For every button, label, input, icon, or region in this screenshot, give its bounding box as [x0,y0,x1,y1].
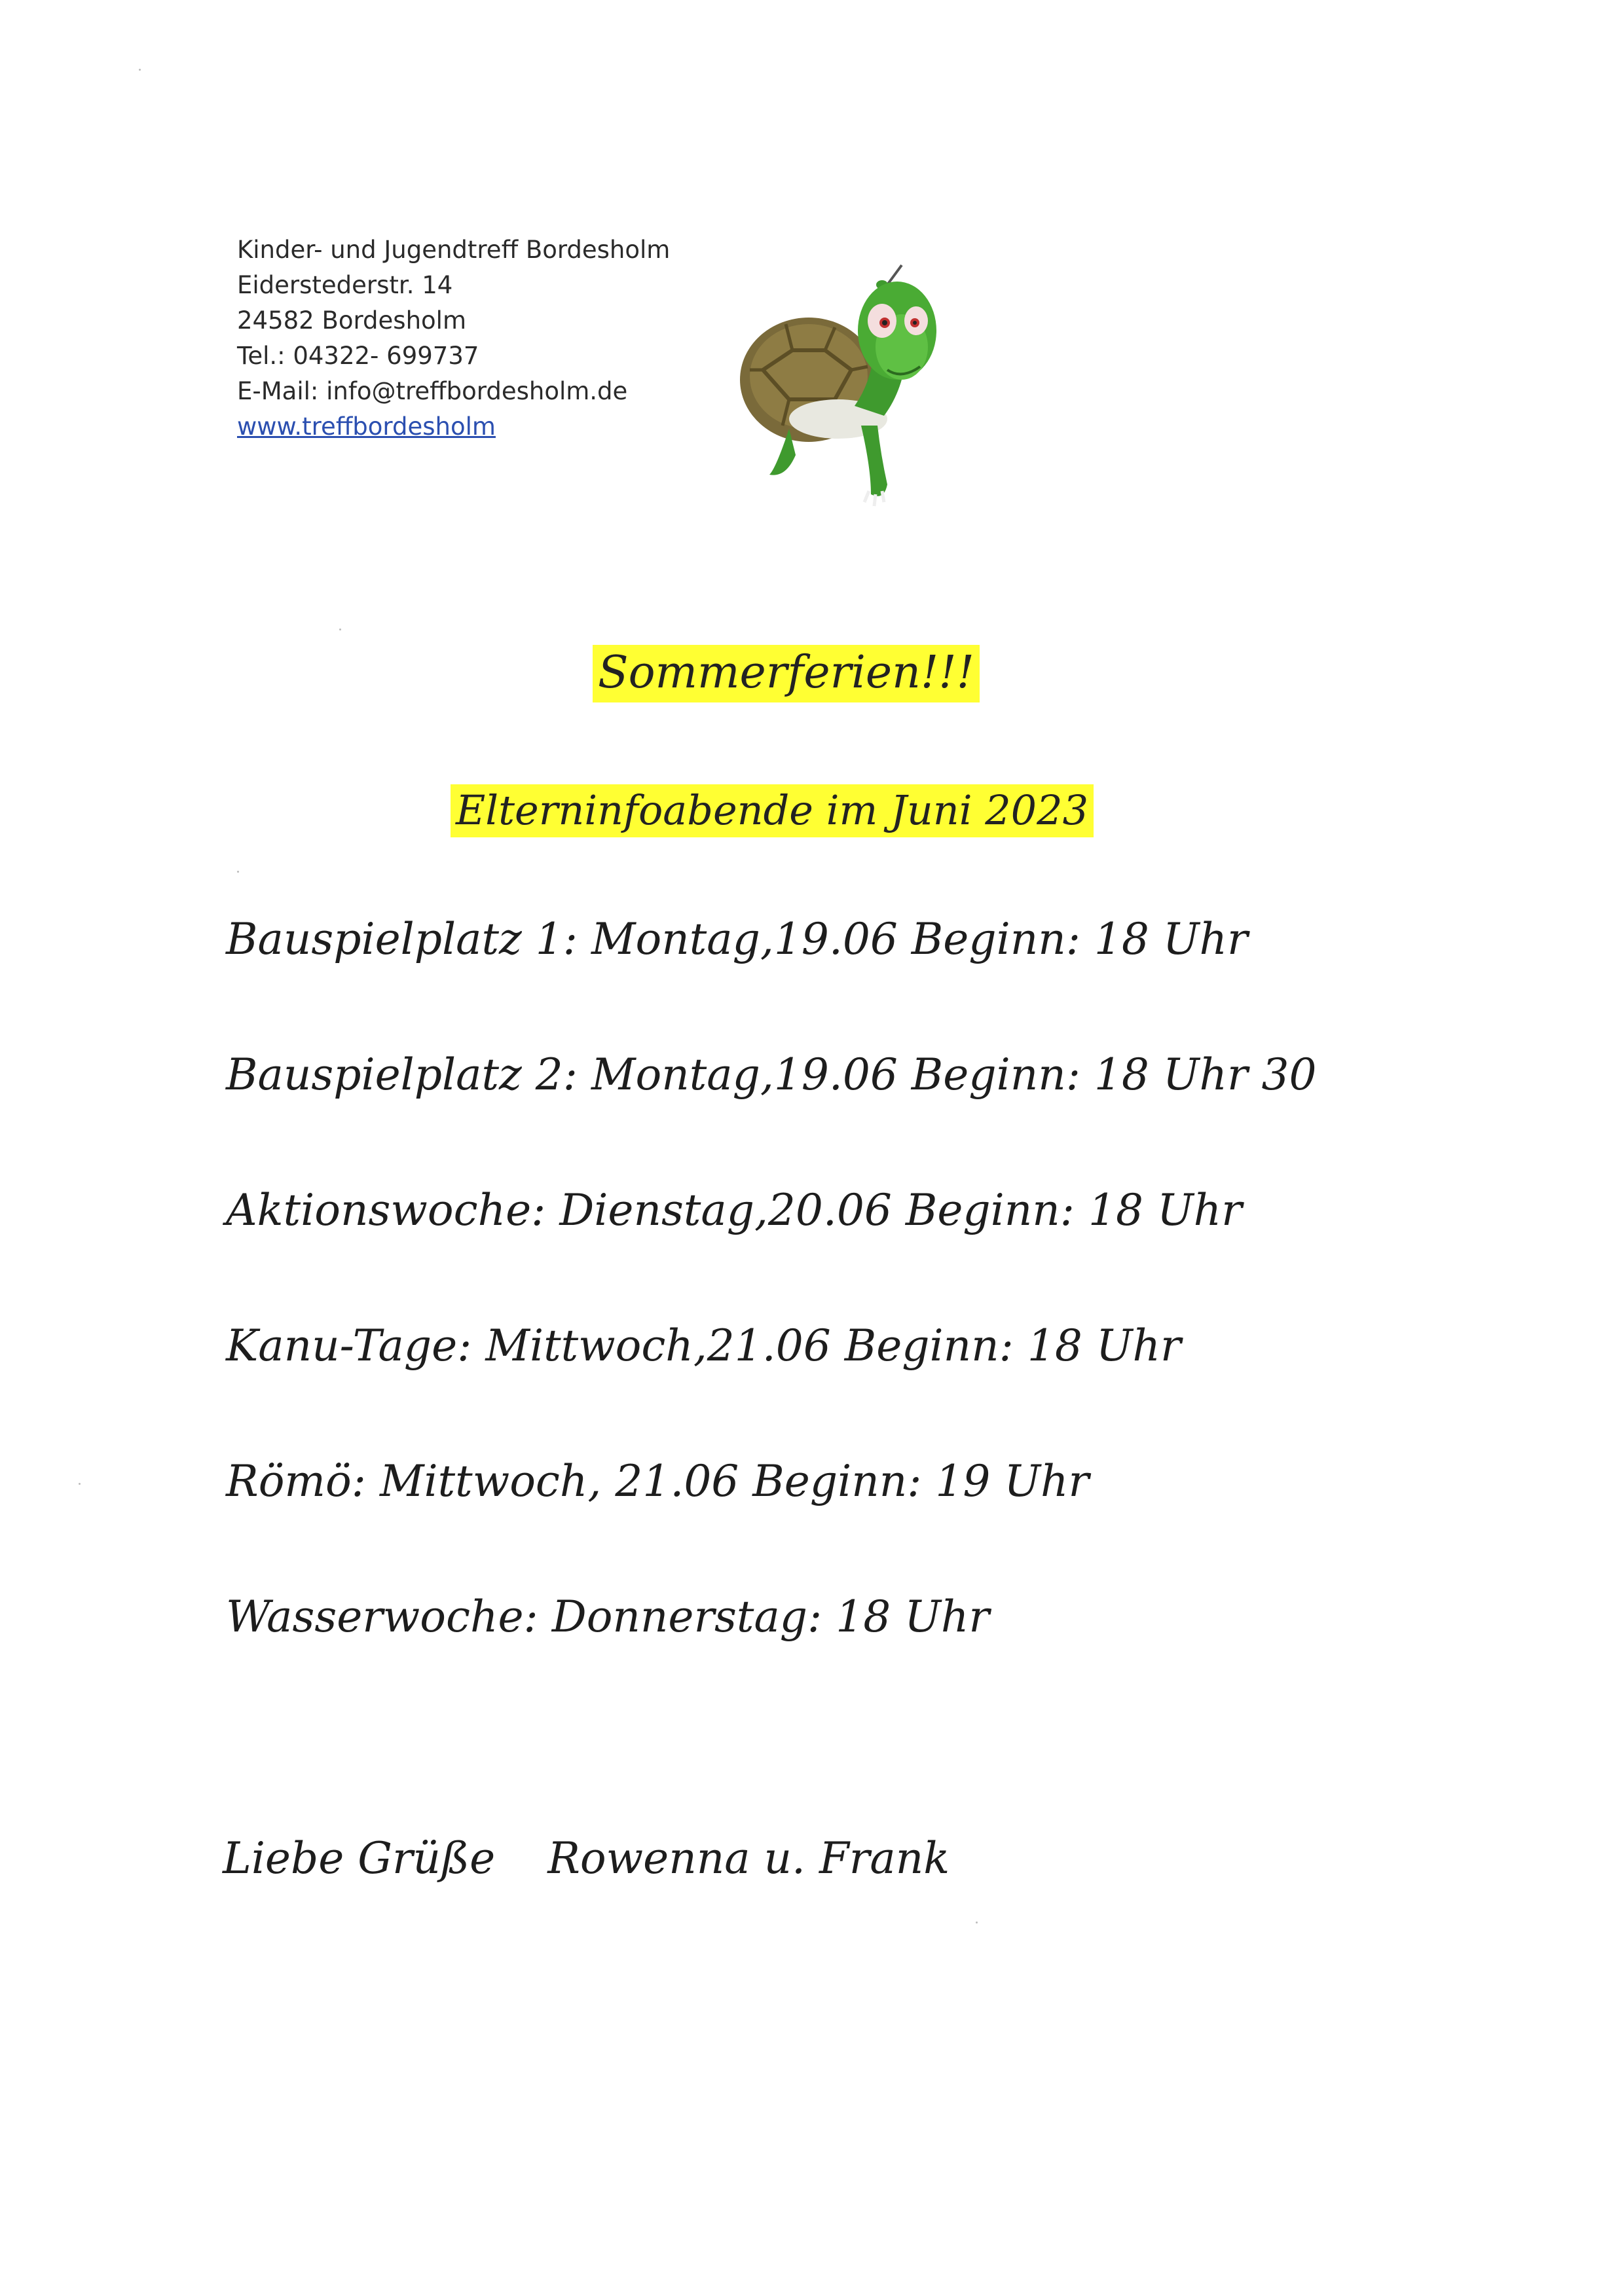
scan-speck [139,69,141,71]
subtitle-heading: Elterninfoabende im Juni 2023 [451,784,1094,837]
schedule-item-bauspielplatz-1: Bauspielplatz 1: Montag,19.06 Beginn: 18 Uhr [226,914,1248,964]
scan-speck [339,629,341,630]
scan-speck [79,1483,81,1485]
scan-speck [976,1922,978,1923]
website-link[interactable]: www.treffbordesholm [237,412,496,441]
street-address: Eiderstederstr. 14 [237,271,453,299]
turtle-illustration [730,259,966,520]
schedule-item-aktionswoche: Aktionswoche: Dienstag,20.06 Beginn: 18 Uhr [226,1185,1242,1235]
closing-line [223,1833,950,1884]
org-name: Kinder- und Jugendtreff Bordesholm [237,236,671,264]
email-address: E-Mail: info@treffbordesholm.de [237,377,628,405]
schedule-list [226,913,1470,1726]
schedule-item-bauspielplatz-2: Bauspielplatz 2: Montag,19.06 Beginn: 18 Uhr 30 [226,1049,1317,1100]
schedule-item-romo: Römö: Mittwoch, 21.06 Beginn: 19 Uhr [226,1456,1090,1506]
signature-names: Rowenna u. Frank [547,1833,950,1884]
greeting: Liebe Grüße [223,1833,496,1884]
address-block [237,232,670,445]
schedule-item-kanu-tage: Kanu-Tage: Mittwoch,21.06 Beginn: 18 Uhr [226,1321,1181,1371]
title-heading: Sommerferien!!! [593,645,980,702]
city-address: 24582 Bordesholm [237,306,466,335]
schedule-item-wasserwoche: Wasserwoche: Donnerstag: 18 Uhr [226,1592,989,1642]
phone-number: Tel.: 04322- 699737 [237,342,479,370]
scan-speck [237,871,239,873]
